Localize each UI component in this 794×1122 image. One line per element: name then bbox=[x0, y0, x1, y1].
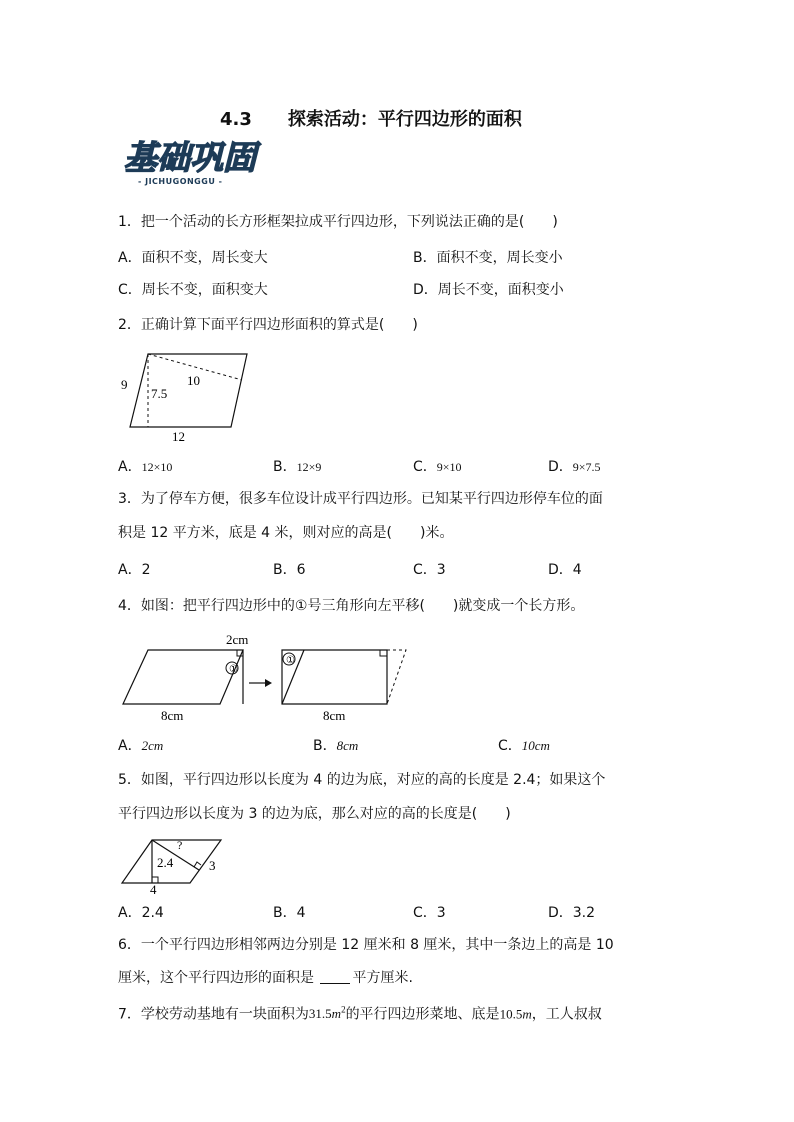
q1-option-d: D．周长不变，面积变小 bbox=[413, 282, 564, 298]
q4-left-circle-label: ① bbox=[229, 664, 238, 675]
q5-right-angle-side bbox=[194, 862, 201, 867]
section-badge bbox=[124, 140, 274, 192]
q4-stem: 4．如图：把平行四边形中的①号三角形向左平移( )就变成一个长方形。 bbox=[118, 598, 585, 614]
q7-area-number: 31.5 bbox=[308, 1006, 332, 1022]
q2-option-d bbox=[548, 457, 601, 477]
q5-label-side: 3 bbox=[209, 858, 216, 873]
q7-area-unit: m bbox=[331, 1006, 342, 1022]
q4-label-top: 2cm bbox=[226, 632, 249, 647]
badge-title: 基础巩固 bbox=[124, 138, 256, 177]
q6-line1: 6．一个平行四边形相邻两边分别是 12 厘米和 8 厘米，其中一条边上的高是 10 bbox=[118, 937, 614, 953]
q2-label-diag: 10 bbox=[187, 373, 200, 388]
q2-option-d-label: D． bbox=[548, 459, 573, 475]
q7-line1 bbox=[118, 1000, 602, 1024]
q2-parallelogram-figure bbox=[115, 345, 260, 447]
q7-area bbox=[309, 1006, 346, 1021]
q3-option-a: A．2 bbox=[118, 562, 151, 578]
q1-option-b: B．面积不变，周长变小 bbox=[413, 250, 563, 266]
q2-option-a-label: A． bbox=[118, 459, 142, 475]
q6-answer-blank[interactable] bbox=[320, 969, 350, 984]
q4-right-circle-label: ① bbox=[286, 655, 295, 666]
q3-option-b: B．6 bbox=[273, 562, 306, 578]
q2-option-b-label: B． bbox=[273, 459, 297, 475]
q5-option-a: A．2.4 bbox=[118, 905, 164, 921]
q4-right-right-angle bbox=[380, 650, 387, 656]
q4-option-c bbox=[498, 736, 550, 756]
q5-line1: 5．如图，平行四边形以长度为 4 的边为底，对应的高的长度是 2.4；如果这个 bbox=[118, 772, 606, 788]
q7-base bbox=[500, 1006, 532, 1021]
q4-label-base-left: 8cm bbox=[161, 708, 184, 723]
q7-text-post: ，工人叔叔 bbox=[531, 1006, 602, 1023]
q5-label-height: 2.4 bbox=[157, 855, 174, 870]
q4-right-rectangle bbox=[282, 650, 387, 704]
q7-base-number: 10.5 bbox=[499, 1006, 523, 1022]
q3-line2: 积是 12 平方米，底是 4 米，则对应的高是( )米。 bbox=[118, 525, 454, 541]
q5-option-b: B．4 bbox=[273, 905, 306, 921]
q4-option-b bbox=[313, 736, 358, 756]
q3-option-c: C．3 bbox=[413, 562, 446, 578]
q1-option-a: A．面积不变，周长变大 bbox=[118, 250, 268, 266]
q4-option-a-label: A． bbox=[118, 738, 142, 754]
q2-option-c-label: C． bbox=[413, 459, 437, 475]
q2-label-left: 9 bbox=[121, 377, 128, 392]
q4-option-b-label: B． bbox=[313, 738, 337, 754]
q7-text-pre: 7．学校劳动基地有一块面积为 bbox=[118, 1006, 309, 1023]
q4-option-c-value: 10cm bbox=[521, 738, 550, 753]
q7-area-exponent: 2 bbox=[341, 1005, 346, 1015]
q2-option-a bbox=[118, 457, 172, 477]
q7-text-mid: 的平行四边形菜地、底是 bbox=[345, 1006, 500, 1023]
q4-arrow-icon bbox=[265, 679, 272, 687]
q4-option-a bbox=[118, 736, 163, 756]
q1-option-c: C．周长不变，面积变大 bbox=[118, 282, 268, 298]
q2-option-a-value: 12×10 bbox=[141, 460, 173, 474]
q2-option-c bbox=[413, 457, 462, 477]
q2-option-d-value: 9×7.5 bbox=[572, 460, 601, 474]
q6-line2 bbox=[118, 968, 413, 988]
q2-option-b-value: 12×9 bbox=[296, 460, 322, 474]
q6-line2-text: 厘米，这个平行四边形的面积是 bbox=[118, 970, 319, 986]
q2-option-b bbox=[273, 457, 321, 477]
q2-stem: 2．正确计算下面平行四边形面积的算式是( ) bbox=[118, 317, 418, 333]
q4-right-dashed-triangle bbox=[387, 650, 406, 704]
q4-left-parallelogram bbox=[123, 650, 243, 704]
q4-option-c-label: C． bbox=[498, 738, 522, 754]
q2-label-inner: 7.5 bbox=[151, 386, 168, 401]
q4-label-base-right: 8cm bbox=[323, 708, 346, 723]
q5-label-question: ? bbox=[177, 838, 183, 852]
q5-option-d: D．3.2 bbox=[548, 905, 596, 921]
q3-line1: 3．为了停车方便，很多车位设计成平行四边形。已知某平行四边形停车位的面 bbox=[118, 491, 603, 507]
q5-label-base: 4 bbox=[150, 882, 157, 897]
q4-translation-figure bbox=[115, 628, 420, 728]
q4-option-a-value: 2cm bbox=[141, 738, 164, 753]
q7-base-unit: m bbox=[522, 1006, 532, 1022]
q2-option-c-value: 9×10 bbox=[436, 460, 462, 474]
page-title: 4.3 探索活动：平行四边形的面积 bbox=[220, 109, 522, 130]
q1-stem: 1．把一个活动的长方形框架拉成平行四边形，下列说法正确的是( ) bbox=[118, 214, 558, 230]
q5-line2: 平行四边形以长度为 3 的边为底，那么对应的高的长度是( ) bbox=[118, 806, 511, 822]
q6-line2-unit: 平方厘米. bbox=[352, 970, 413, 986]
q2-label-bottom: 12 bbox=[172, 429, 185, 444]
q4-option-b-value: 8cm bbox=[336, 738, 359, 753]
badge-subtitle: - JICHUGONGGU - bbox=[138, 177, 223, 186]
q3-option-d: D．4 bbox=[548, 562, 582, 578]
q5-parallelogram-figure bbox=[115, 832, 230, 897]
q5-option-c: C．3 bbox=[413, 905, 446, 921]
